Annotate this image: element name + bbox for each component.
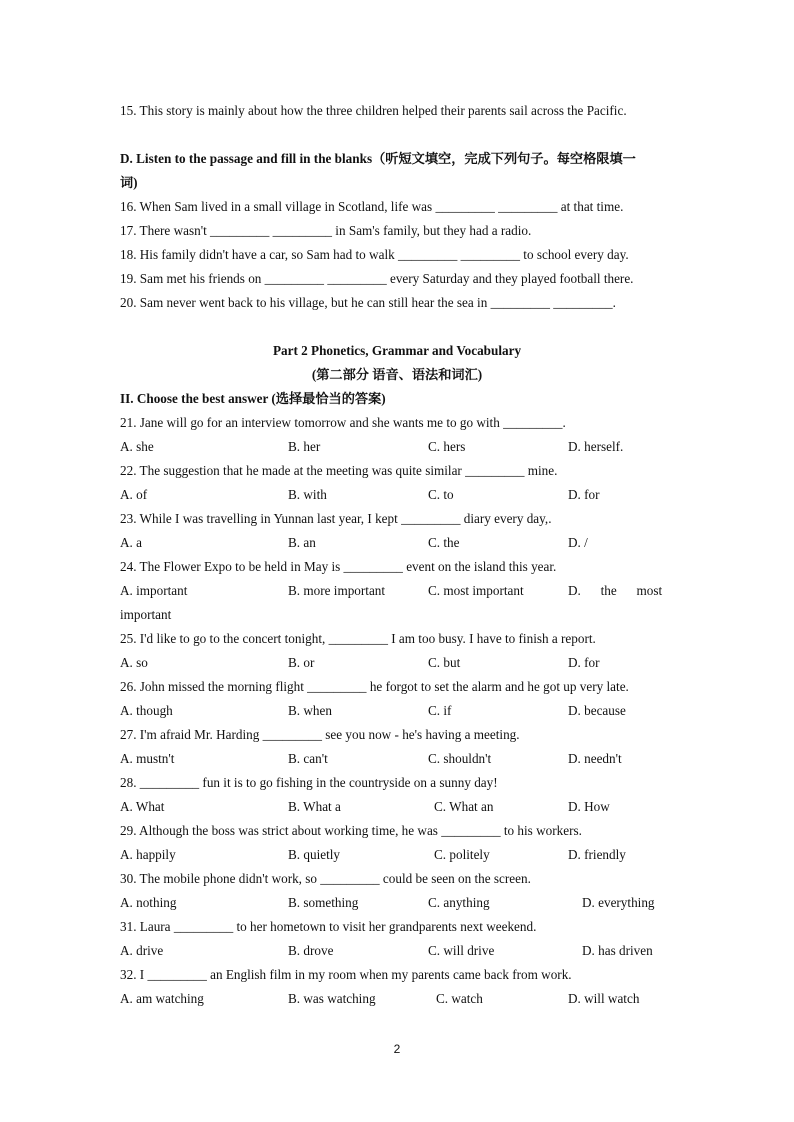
answer-option[interactable]: D. friendly bbox=[568, 847, 626, 862]
answer-option[interactable]: B. with bbox=[288, 487, 327, 502]
answer-option[interactable]: C. the bbox=[428, 535, 460, 550]
answer-option[interactable]: D. herself. bbox=[568, 439, 624, 454]
answer-option[interactable]: B. What a bbox=[288, 799, 341, 814]
answer-option[interactable]: C. hers bbox=[428, 439, 466, 454]
question-16: 16. When Sam lived in a small village in Scotland, life was _________ _________ at that time. bbox=[120, 199, 624, 214]
answer-option[interactable]: A. so bbox=[120, 655, 148, 670]
answer-option[interactable]: A. important bbox=[120, 583, 188, 598]
answer-option[interactable]: B. more important bbox=[288, 583, 386, 598]
answer-option[interactable]: A. mustn't bbox=[120, 751, 175, 766]
part2-subtitle: (第二部分 语音、语法和词汇) bbox=[311, 367, 483, 382]
answer-option[interactable]: C. most important bbox=[428, 583, 524, 598]
answer-option[interactable]: A. a bbox=[120, 535, 142, 550]
question-stem: 25. I'd like to go to the concert tonight, _________ I am too busy. I have to finish a report. bbox=[120, 631, 596, 646]
answer-option[interactable]: D. because bbox=[568, 703, 626, 718]
answer-option[interactable]: D. for bbox=[568, 487, 600, 502]
question-18: 18. His family didn't have a car, so Sam had to walk _________ _________ to school every day. bbox=[120, 247, 629, 262]
question-stem: 28. _________ fun it is to go fishing in the countryside on a sunny day! bbox=[120, 775, 498, 790]
answer-option[interactable]: A. she bbox=[120, 439, 154, 454]
answer-option[interactable]: D. has driven bbox=[582, 943, 653, 958]
question-stem: 23. While I was travelling in Yunnan last year, I kept _________ diary every day,. bbox=[120, 511, 552, 526]
answer-option[interactable]: C. anything bbox=[428, 895, 490, 910]
answer-option[interactable]: A. What bbox=[120, 799, 165, 814]
answer-option[interactable]: D. / bbox=[568, 535, 588, 550]
page-number: 2 bbox=[393, 1042, 401, 1056]
answer-option[interactable]: C. What an bbox=[434, 799, 494, 814]
question-stem: 24. The Flower Expo to be held in May is _________ event on the island this year. bbox=[120, 559, 557, 574]
question-15: 15. This story is mainly about how the three children helped their parents sail across the Pacific. bbox=[120, 103, 627, 118]
answer-option[interactable]: C. to bbox=[428, 487, 454, 502]
section-ii-heading: II. Choose the best answer (选择最恰当的答案) bbox=[120, 391, 386, 406]
part2-title: Part 2 Phonetics, Grammar and Vocabulary bbox=[272, 343, 522, 358]
answer-option[interactable]: B. quietly bbox=[288, 847, 341, 862]
answer-option[interactable]: C. if bbox=[428, 703, 452, 718]
answer-option[interactable]: A. of bbox=[120, 487, 148, 502]
question-stem: 29. Although the boss was strict about working time, he was _________ to his workers. bbox=[120, 823, 582, 838]
answer-option[interactable]: A. happily bbox=[120, 847, 176, 862]
answer-option[interactable]: C. will drive bbox=[428, 943, 495, 958]
answer-option[interactable]: D. will watch bbox=[568, 991, 640, 1006]
answer-option[interactable]: B. was watching bbox=[288, 991, 376, 1006]
answer-option[interactable]: A. nothing bbox=[120, 895, 177, 910]
answer-option[interactable]: D. the most bbox=[568, 583, 663, 598]
question-stem: 26. John missed the morning flight _________ he forgot to set the alarm and he got up very late. bbox=[120, 679, 629, 694]
answer-option[interactable]: A. am watching bbox=[120, 991, 204, 1006]
answer-option[interactable]: B. an bbox=[288, 535, 316, 550]
answer-option[interactable]: A. drive bbox=[120, 943, 164, 958]
answer-option[interactable]: C. politely bbox=[434, 847, 490, 862]
question-stem: 21. Jane will go for an interview tomorrow and she wants me to go with _________. bbox=[120, 415, 566, 430]
answer-option[interactable]: B. her bbox=[288, 439, 321, 454]
answer-option[interactable]: B. when bbox=[288, 703, 332, 718]
question-stem: 32. I _________ an English film in my room when my parents came back from work. bbox=[120, 967, 572, 982]
answer-option[interactable]: D. everything bbox=[582, 895, 655, 910]
answer-option-wrap: important bbox=[120, 607, 172, 622]
answer-option[interactable]: B. drove bbox=[288, 943, 334, 958]
question-stem: 31. Laura _________ to her hometown to visit her grandparents next weekend. bbox=[120, 919, 537, 934]
answer-option[interactable]: C. but bbox=[428, 655, 461, 670]
section-d-heading: D. Listen to the passage and fill in the blanks（听短文填空，完成下列句子。每空格限填一 bbox=[120, 151, 636, 166]
question-stem: 27. I'm afraid Mr. Harding _________ see you now - he's having a meeting. bbox=[120, 727, 520, 742]
question-20: 20. Sam never went back to his village, but he can still hear the sea in _________ _________. bbox=[120, 295, 616, 310]
answer-option[interactable]: D. How bbox=[568, 799, 610, 814]
question-17: 17. There wasn't _________ _________ in Sam's family, but they had a radio. bbox=[120, 223, 532, 238]
question-stem: 22. The suggestion that he made at the meeting was quite similar _________ mine. bbox=[120, 463, 558, 478]
answer-option[interactable]: B. can't bbox=[288, 751, 328, 766]
answer-option[interactable]: C. shouldn't bbox=[428, 751, 492, 766]
answer-option[interactable]: C. watch bbox=[436, 991, 483, 1006]
answer-option[interactable]: B. something bbox=[288, 895, 359, 910]
question-19: 19. Sam met his friends on _________ _________ every Saturday and they played football there. bbox=[120, 271, 634, 286]
answer-option[interactable]: A. though bbox=[120, 703, 173, 718]
answer-option[interactable]: D. needn't bbox=[568, 751, 622, 766]
answer-option[interactable]: B. or bbox=[288, 655, 315, 670]
section-d-heading-cont: 词) bbox=[120, 175, 138, 190]
question-stem: 30. The mobile phone didn't work, so _________ could be seen on the screen. bbox=[120, 871, 531, 886]
answer-option[interactable]: D. for bbox=[568, 655, 600, 670]
